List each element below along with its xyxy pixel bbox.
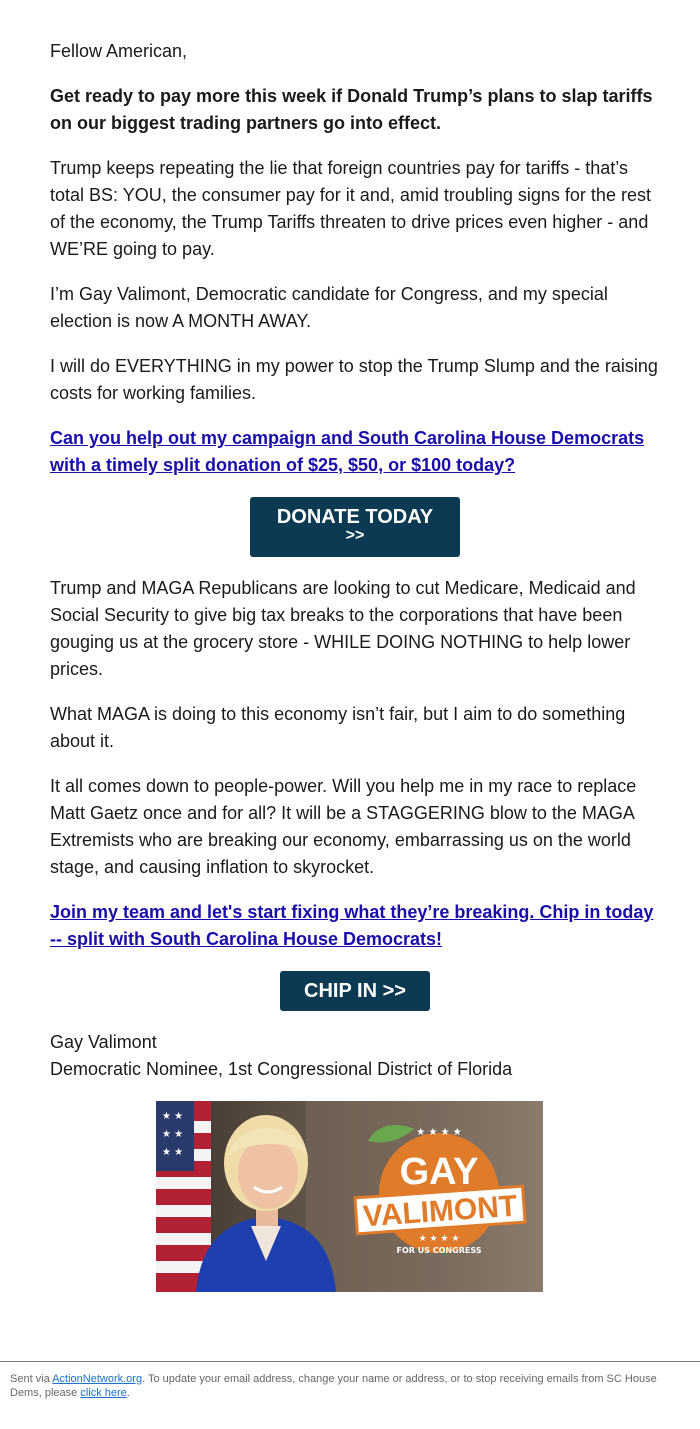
- footer-prefix: Sent via: [10, 1373, 53, 1385]
- footer-suffix: .: [126, 1387, 130, 1399]
- donation-ask-link-1[interactable]: Can you help out my campaign and South Carolina House Democrats with a timely split donation of $25, $50, or $100 today?: [50, 428, 645, 475]
- svg-text:★ ★: ★ ★: [162, 1129, 184, 1140]
- email-footer: [0, 1361, 700, 1400]
- unsubscribe-link[interactable]: click here: [80, 1387, 127, 1399]
- donate-button-wrap: [50, 497, 660, 557]
- headline: Get ready to pay more this week if Donald Trump’s plans to slap tariffs on our biggest trading partners go into effect.: [50, 86, 653, 133]
- paragraph-intro: I’m Gay Valimont, Democratic candidate for Congress, and my special election is now A MONTH AWAY.: [50, 284, 608, 331]
- svg-text:★ ★ ★ ★: ★ ★ ★ ★: [418, 1234, 460, 1244]
- candidate-photo: [156, 1101, 543, 1292]
- paragraph-fairness: What MAGA is doing to this economy isn’t fair, but I aim to do something about it.: [50, 704, 626, 751]
- svg-text:★ ★ ★ ★: ★ ★ ★ ★: [416, 1127, 462, 1138]
- donation-ask-1: [50, 425, 660, 479]
- paragraph-promise: I will do EVERYTHING in my power to stop the Trump Slump and the raising costs for working families.: [50, 356, 658, 403]
- logo-tagline: FOR US CONGRESS: [396, 1246, 482, 1255]
- donate-button-arrow: >>: [345, 527, 365, 544]
- candidate-photo-graphic: [156, 1101, 543, 1292]
- donate-button-label: DONATE TODAY: [276, 506, 434, 528]
- greeting: Fellow American,: [50, 41, 188, 61]
- donation-ask-2: [50, 899, 660, 953]
- email-body: [50, 38, 660, 1083]
- svg-text:★ ★: ★ ★: [162, 1147, 184, 1158]
- donate-today-button[interactable]: [250, 497, 460, 557]
- paragraph-tariffs: Trump keeps repeating the lie that foreign countries pay for tariffs - that’s total BS: YOU, the consumer pay for it and, amid troubling signs for the rest of the economy, the Trump Tariffs threaten to drive prices even higher - and WE’RE going to pay.: [50, 158, 651, 259]
- footer-middle: . To update your email address, change your name or address, or to stop receiving emails from SC House Dems, please: [10, 1373, 657, 1399]
- paragraph-cuts: Trump and MAGA Republicans are looking to cut Medicare, Medicaid and Social Security to give big tax breaks to the corporations that have been gouging us at the grocery store - WHILE DOING NOTHING to help lower prices.: [50, 578, 636, 679]
- paragraph-people-power: It all comes down to people-power. Will you help me in my race to replace Matt Gaetz once and for all? It will be a STAGGERING blow to the MAGA Extremists who are breaking our economy, embarrassing us on the world stage, and causing inflation to skyrocket.: [50, 776, 637, 877]
- logo-name-first: GAY: [399, 1151, 479, 1193]
- signature-name: Gay Valimont: [50, 1032, 157, 1052]
- chip-in-button[interactable]: CHIP IN >>: [280, 971, 430, 1011]
- donation-ask-link-2[interactable]: Join my team and let's start fixing what they’re breaking. Chip in today -- split with South Carolina House Democrats!: [50, 902, 654, 949]
- logo-name-last: VALIMONT: [361, 1189, 519, 1234]
- chip-button-wrap: [50, 971, 660, 1011]
- signature-title: Democratic Nominee, 1st Congressional District of Florida: [50, 1059, 513, 1079]
- actionnetwork-link[interactable]: ActionNetwork.org: [52, 1373, 143, 1385]
- svg-text:★ ★: ★ ★: [162, 1111, 184, 1122]
